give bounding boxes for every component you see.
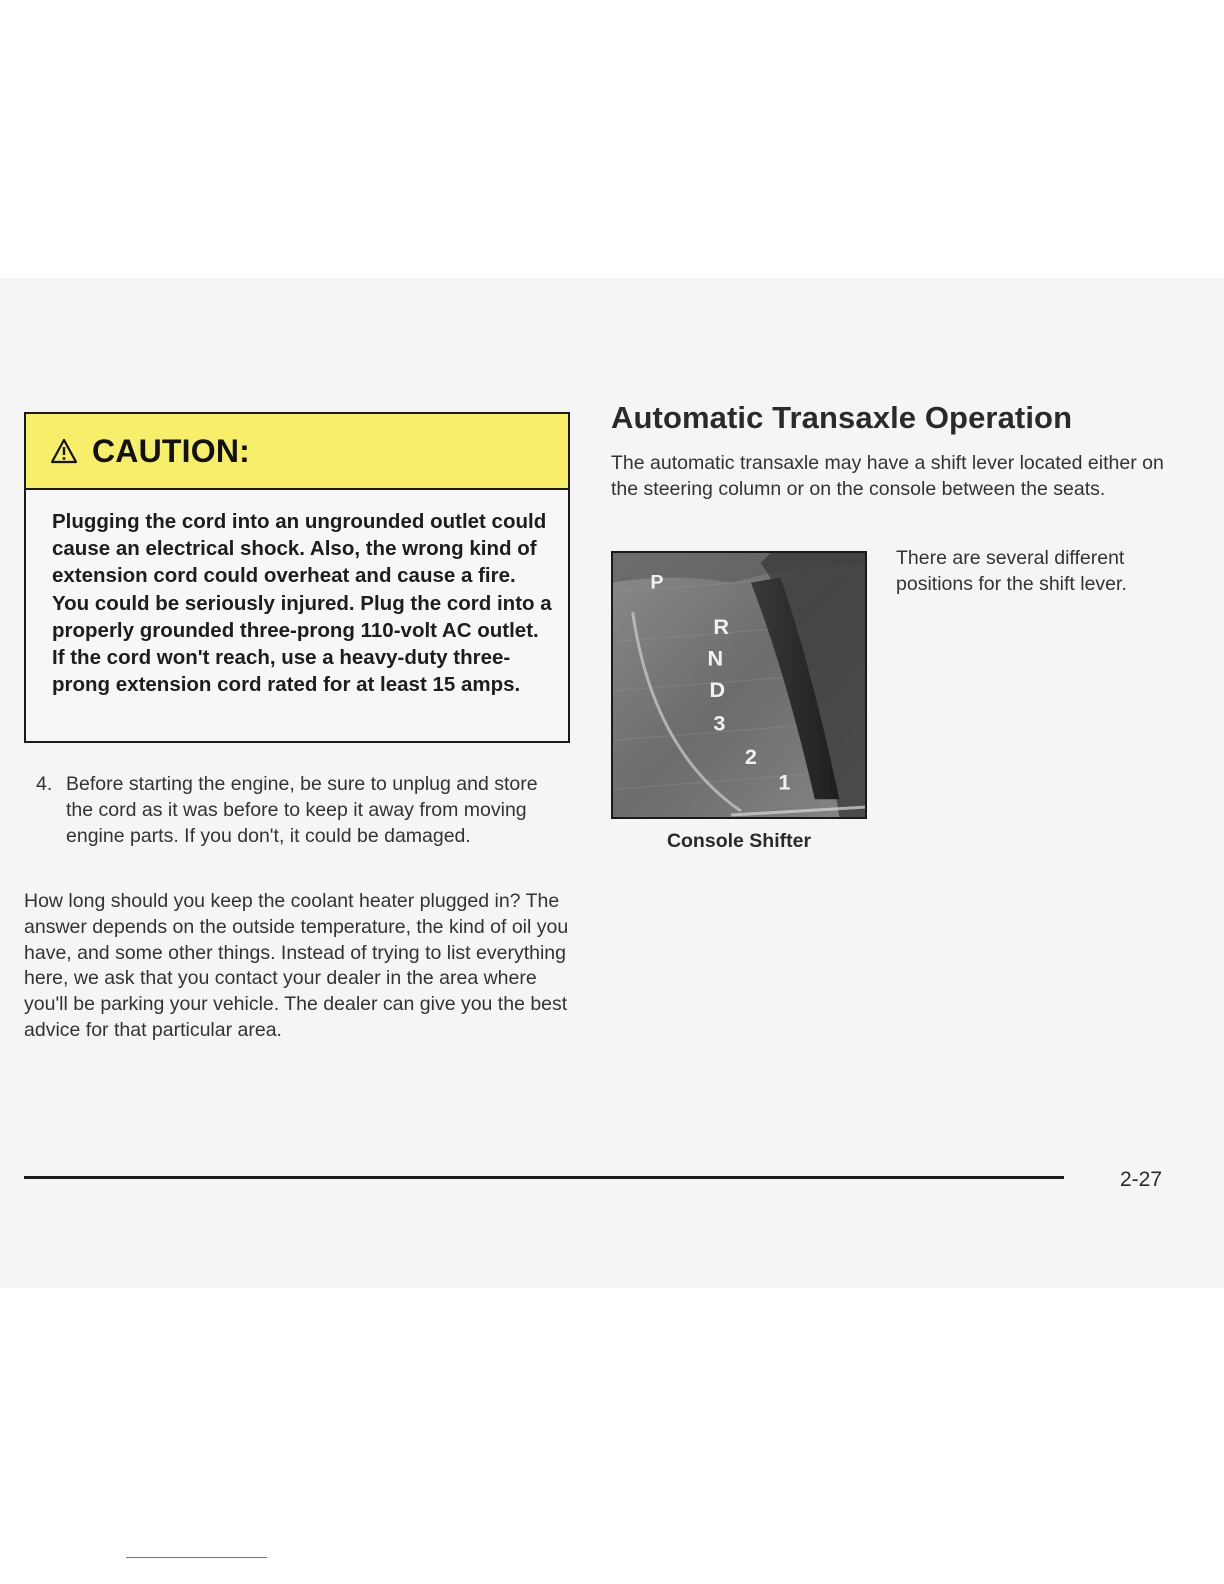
- step-number: 4.: [36, 773, 53, 795]
- gear-label-3: 3: [713, 710, 726, 736]
- console-shifter-photo: [611, 551, 867, 819]
- warning-triangle-icon: [50, 438, 78, 464]
- side-text: There are several different positions for the shift lever.: [896, 547, 1127, 595]
- section-intro: The automatic transaxle may have a shift lever located either on the steering column or on the console between the seats.: [611, 452, 1164, 500]
- gear-label-n: N: [707, 645, 724, 671]
- caution-title: CAUTION:: [92, 432, 251, 469]
- page-number: 2-27: [1120, 1168, 1163, 1191]
- gear-label-p: P: [650, 571, 664, 594]
- caution-box: [24, 412, 570, 743]
- footer-rule: [24, 1176, 1064, 1179]
- gear-label-1: 1: [778, 769, 791, 795]
- bottom-divider: [126, 1557, 267, 1558]
- list-item: [36, 772, 566, 849]
- body-paragraph: How long should you keep the coolant heater plugged in? The answer depends on the outside temperature, the kind of oil you have, and some other things. Instead of trying to list everything here, we ask that you contact your dealer in the area where you'll be parking your vehicle. The dealer can give you the best advice for that particular area.: [24, 890, 569, 1041]
- gear-label-r: R: [713, 613, 730, 639]
- caution-header: [26, 414, 568, 490]
- step-text: Before starting the engine, be sure to unplug and store the cord as it was before to keep it away from moving engine parts. If you don't, it could be damaged.: [66, 773, 538, 847]
- figure-caption: Console Shifter: [666, 830, 812, 852]
- gear-label-2: 2: [744, 743, 757, 769]
- caution-body: Plugging the cord into an ungrounded outlet could cause an electrical shock. Also, the wrong kind of extension cord could overheat and cause a fire. You could be seriously injured. Plug the cord into a properly grounded three-prong 110-volt AC outlet. If the cord won't reach, use a heavy-duty three-prong extension cord rated for at least 15 amps.: [52, 510, 552, 697]
- section-title: Automatic Transaxle Operation: [611, 400, 1073, 435]
- gear-label-d: D: [709, 676, 726, 702]
